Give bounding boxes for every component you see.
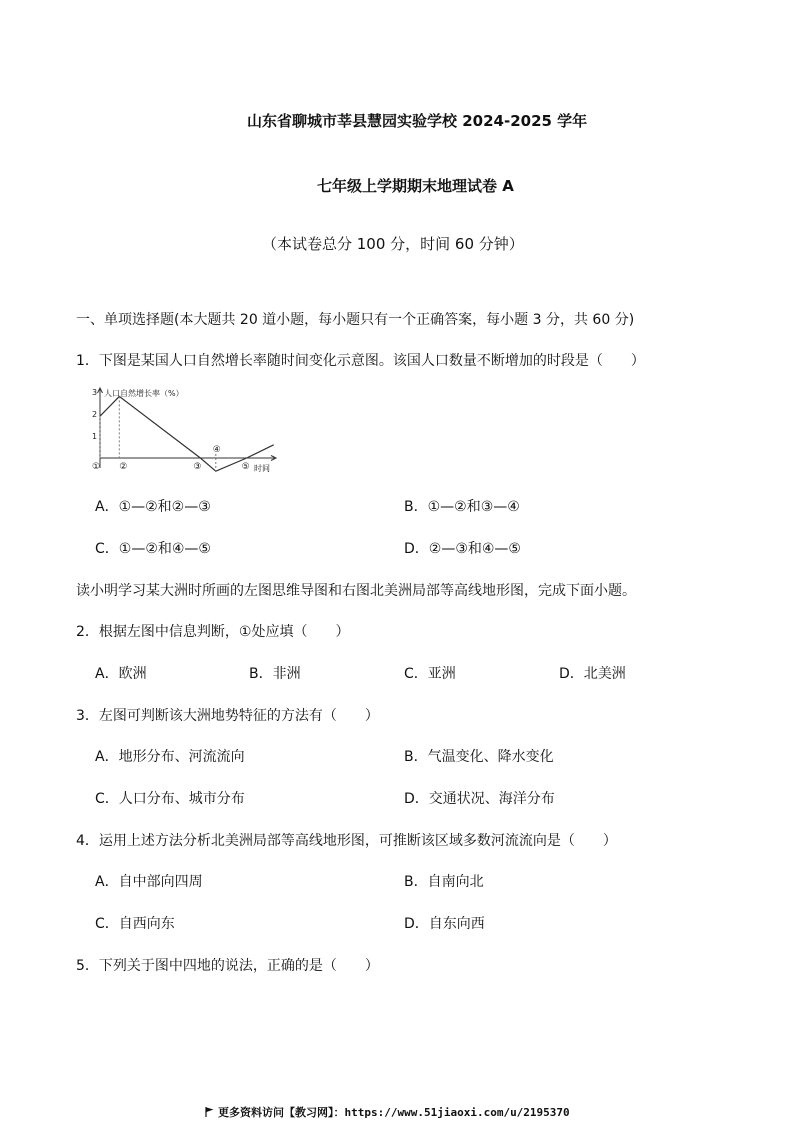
footer-link[interactable]: 更多资料访问【教习网】：https://www.51jiaoxi.com/u/2195370	[218, 1106, 570, 1119]
subtitle: （本试卷总分 100 分，时间 60 分钟）	[262, 235, 524, 253]
q2-option-a[interactable]: A．欧洲	[95, 666, 147, 682]
population-growth-chart	[88, 383, 288, 479]
q3-option-a[interactable]: A．地形分布、河流流向	[95, 749, 245, 765]
x-axis-label: 时间	[254, 464, 270, 473]
q1-option-d[interactable]: D．②—③和④—⑤	[404, 541, 521, 557]
q4-option-c[interactable]: C．自西向东	[95, 916, 175, 932]
question-4-stem: 4．运用上述方法分析北美洲局部等高线地形图，可推断该区域多数河流流向是（ ）	[76, 833, 617, 849]
q4-option-d[interactable]: D．自东向西	[404, 916, 485, 932]
point-label: ①	[91, 462, 101, 472]
question-1-stem: 1．下图是某国人口自然增长率随时间变化示意图。该国人口数量不断增加的时段是（ ）	[76, 353, 645, 369]
y-tick-label: 2	[92, 410, 98, 419]
point-label: ③	[193, 462, 202, 472]
q3-option-c[interactable]: C．人口分布、城市分布	[95, 791, 245, 807]
question-5-stem: 5．下列关于图中四地的说法，正确的是（ ）	[76, 958, 379, 974]
point-label: ②	[119, 462, 128, 472]
q3-option-b[interactable]: B．气温变化、降水变化	[404, 749, 554, 765]
y-axis-label: 人口自然增长率（%）	[104, 389, 184, 398]
series-line	[100, 396, 274, 471]
q2-option-c[interactable]: C．亚洲	[404, 666, 456, 682]
section-heading: 一、单项选择题(本大题共 20 道小题，每小题只有一个正确答案，每小题 3 分，共 60 分)	[76, 312, 635, 328]
y-tick-label: 1	[92, 432, 98, 441]
q2-option-d[interactable]: D．北美洲	[559, 666, 626, 682]
q4-option-a[interactable]: A．自中部向四周	[95, 874, 203, 890]
reading-intro: 读小明学习某大洲时所画的左图思维导图和右图北美洲局部等高线地形图，完成下面小题。	[76, 583, 636, 599]
point-label: ④	[212, 445, 221, 455]
footer	[205, 1104, 570, 1120]
q1-option-b[interactable]: B．①—②和③—④	[404, 499, 520, 515]
q1-option-a[interactable]: A．①—②和②—③	[95, 499, 211, 515]
flag-icon	[205, 1107, 214, 1120]
title-line-2: 七年级上学期期末地理试卷 A	[317, 177, 514, 195]
question-2-stem: 2．根据左图中信息判断，①处应填（ ）	[76, 624, 350, 640]
q4-option-b[interactable]: B．自南向北	[404, 874, 484, 890]
q2-option-b[interactable]: B．非洲	[249, 666, 301, 682]
point-label: ⑤	[241, 462, 250, 472]
question-3-stem: 3．左图可判断该大洲地势特征的方法有（ ）	[76, 708, 379, 724]
y-tick-label: 3	[92, 388, 98, 397]
q1-option-c[interactable]: C．①—②和④—⑤	[95, 541, 211, 557]
title-line-1: 山东省聊城市莘县慧园实验学校 2024-2025 学年	[247, 112, 588, 130]
q3-option-d[interactable]: D．交通状况、海洋分布	[404, 791, 555, 807]
